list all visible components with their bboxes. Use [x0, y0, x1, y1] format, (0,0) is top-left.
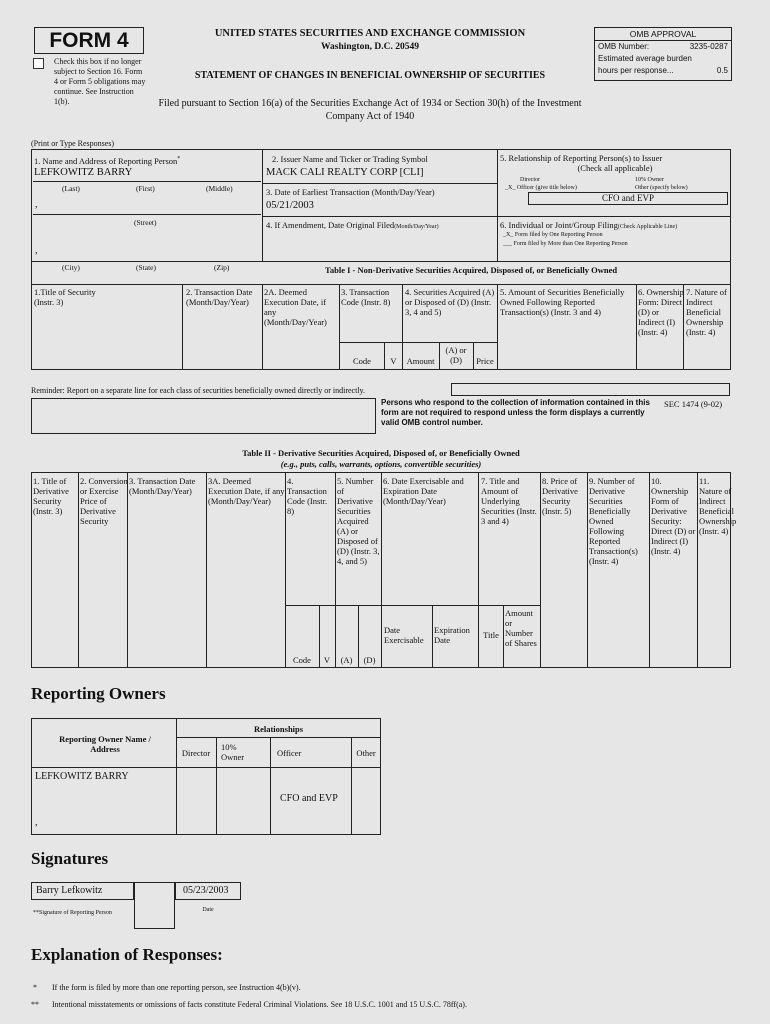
persons-respond-notice: Persons who respond to the collection of information contained in this form are not required to respond unless the form displays a currently valid OMB control number.	[381, 398, 650, 427]
state-label: (State)	[136, 263, 156, 272]
box1-label: 1. Name and Address of Reporting Person*	[34, 155, 181, 166]
omb-burden-label: Estimated average burden	[598, 54, 692, 63]
t2-sub-d: (D)	[363, 655, 376, 665]
omb-hours-label: hours per response...	[598, 66, 674, 75]
ro-officer-value: CFO and EVP	[280, 793, 338, 804]
t2-col-nature: 11. Nature of Indirect Beneficial Ownership (Instr. 4)	[699, 476, 737, 536]
signature-name: Barry Lefkowitz	[36, 885, 103, 896]
t2-col-transaction-date: 3. Transaction Date (Month/Day/Year)	[129, 476, 196, 496]
print-type-note: (Print or Type Responses)	[31, 139, 115, 148]
last-label: (Last)	[62, 184, 80, 193]
box5-label: 5. Relationship of Reporting Person(s) to Issuer	[500, 153, 663, 163]
agency-name: UNITED STATES SECURITIES AND EXCHANGE COMMISSION	[214, 28, 526, 39]
signatures-heading: Signatures	[31, 849, 109, 868]
t2-sub-v: V	[323, 655, 331, 665]
director-option[interactable]: Director	[520, 177, 540, 183]
ten-percent-owner-option[interactable]: 10% Owner	[635, 177, 664, 183]
t2-col-transaction-code: 4. Transaction Code (Instr. 8)	[287, 476, 328, 516]
t2-sub-a: (A)	[340, 655, 353, 665]
zip-label: (Zip)	[214, 263, 230, 272]
t1-sub-v: V	[390, 356, 397, 366]
note1-mark: *	[33, 983, 37, 992]
filing-option-more[interactable]: ___ Form filed by More than One Reporting Person	[503, 241, 628, 247]
signature-label: **Signature of Reporting Person	[33, 910, 112, 916]
t1-col-amount-owned: 5. Amount of Securities Beneficially Owned Following Reported Transaction(s) (Instr. 3 and 4)	[500, 287, 625, 317]
box6-label: 6. Individual or Joint/Group Filing(Check Applicable Line)	[500, 220, 678, 230]
street-label: (Street)	[134, 218, 157, 227]
middle-label: (Middle)	[206, 184, 233, 193]
statement-title: STATEMENT OF CHANGES IN BENEFICIAL OWNERSHIP OF SECURITIES	[194, 70, 546, 81]
t2-col-ownership-form: 10. Ownership Form of Derivative Security: Direct (D) or Indirect (I) (Instr. 4)	[651, 476, 696, 556]
check-box-text: Check this box if no longer subject to Section 16. Form 4 or Form 5 obligations may continue. See Instruction 1(b).	[54, 57, 146, 106]
form-title-box	[34, 27, 144, 54]
t1-sub-price: Price	[476, 356, 494, 366]
box2-label: 2. Issuer Name and Ticker or Trading Symbol	[272, 154, 428, 164]
t2-col-number-derivative: 5. Number of Derivative Securities Acquired (A) or Disposed of (D) (Instr. 3, 4, and 5)	[337, 476, 380, 566]
t2-col-date-exercisable: 6. Date Exercisable and Expiration Date (Month/Day/Year)	[383, 476, 464, 506]
t2-sub-date-exercisable: Date Exercisable	[384, 625, 424, 645]
reporting-owners-heading: Reporting Owners	[31, 684, 166, 703]
t2-col-underlying: 7. Title and Amount of Underlying Securities (Instr. 3 and 4)	[481, 476, 537, 526]
address-comma-1: ,	[35, 199, 38, 210]
ro-other-header: Other	[356, 748, 376, 758]
omb-title: OMB APPROVAL	[595, 28, 731, 41]
t2-col-price: 8. Price of Derivative Security (Instr. 5)	[542, 476, 578, 516]
ro-relationships-header: Relationships	[253, 724, 304, 734]
box5-sub: (Check all applicable)	[577, 163, 653, 173]
t1-col-securities-acquired: 4. Securities Acquired (A) or Disposed of (D) (Instr. 3, 4 and 5)	[405, 287, 495, 317]
omb-hours-value: 0.5	[716, 66, 728, 75]
t2-sub-amount: Amount or Number of Shares	[505, 608, 537, 648]
t2-sub-expiration: Expiration Date	[434, 625, 470, 645]
sec-code: SEC 1474 (9-02)	[664, 399, 723, 409]
persons-blank-box	[31, 398, 376, 434]
filing-option-one[interactable]: _X_ Form filed by One Reporting Person	[503, 232, 603, 238]
address-comma-2: ,	[35, 245, 38, 256]
ro-director-header: Director	[181, 748, 211, 758]
t1-col-transaction-date: 2. Transaction Date (Month/Day/Year)	[186, 287, 253, 307]
other-option[interactable]: Other (specify below)	[635, 185, 688, 191]
earliest-transaction-date: 05/21/2003	[266, 200, 314, 211]
ro-owner-name: LEFKOWITZ BARRY	[35, 771, 129, 782]
no-longer-subject-checkbox[interactable]	[33, 58, 44, 69]
t1-col-nature: 7. Nature of Indirect Beneficial Ownership (Instr. 4)	[686, 287, 727, 337]
signature-blank-box	[134, 882, 175, 929]
note2-mark: **	[31, 1000, 39, 1009]
first-label: (First)	[136, 184, 155, 193]
ro-ten-pct-header: 10% Owner	[221, 742, 245, 762]
omb-number-label: OMB Number:	[598, 42, 650, 51]
reminder-text: Reminder: Report on a separate line for each class of securities beneficially owned directly or indirectly.	[31, 386, 366, 395]
box4-label: 4. If Amendment, Date Original Filed(Month/Day/Year)	[266, 220, 439, 230]
t2-col-deemed-date: 3A. Deemed Execution Date, if any (Month/Day/Year)	[208, 476, 285, 506]
note2-text: Intentional misstatements or omissions of facts constitute Federal Criminal Violations. See 18 U.S.C. 1001 and 15 U.S.C. 78ff(a).	[52, 1000, 467, 1009]
date-label: Date	[202, 907, 214, 913]
officer-title: CFO and EVP	[528, 192, 728, 205]
table2-title: Table II - Derivative Securities Acquired, Disposed of, or Beneficially Owned	[242, 448, 520, 458]
note1-text: If the form is filed by more than one reporting person, see Instruction 4(b)(v).	[52, 983, 301, 992]
omb-approval-box	[594, 27, 732, 81]
form-title: FORM 4	[49, 29, 129, 52]
t2-col-number-owned: 9. Number of Derivative Securities Beneficially Owned Following Reported Transaction(s) (Instr. 4)	[589, 476, 638, 566]
t2-sub-title: Title	[483, 630, 499, 640]
reminder-blank-field	[451, 383, 730, 396]
t1-sub-amount: Amount	[406, 356, 435, 366]
ro-officer-header: Officer	[277, 748, 302, 758]
t1-col-deemed-date: 2A. Deemed Execution Date, if any (Month/Day/Year)	[264, 287, 327, 327]
table1-title: Table I - Non-Derivative Securities Acquired, Disposed of, or Beneficially Owned	[325, 265, 618, 275]
t2-col-title: 1. Title of Derivative Security (Instr. 3)	[33, 476, 69, 516]
omb-hours-row	[595, 65, 731, 77]
omb-number-value: 3235-0287	[689, 42, 728, 51]
explanation-heading: Explanation of Responses:	[31, 945, 223, 964]
filed-pursuant: Filed pursuant to Section 16(a) of the Securities Exchange Act of 1934 or Section 30(h) of the Investment Company Act of 1940	[158, 98, 582, 122]
officer-option[interactable]: _X_ Officer (give title below)	[505, 185, 577, 191]
t1-col-title: 1.Title of Security (Instr. 3)	[34, 287, 96, 307]
ro-owner-comma: ,	[35, 817, 38, 828]
t1-col-ownership-form: 6. Ownership Form: Direct (D) or Indirect (I) (Instr. 4)	[638, 287, 684, 337]
signature-date: 05/23/2003	[183, 885, 229, 896]
box3-label: 3. Date of Earliest Transaction (Month/Day/Year)	[266, 187, 435, 197]
t1-sub-aord: (A) or (D)	[445, 345, 467, 365]
t1-sub-code: Code	[353, 356, 371, 366]
ro-name-header: Reporting Owner Name / Address	[59, 734, 151, 754]
city-label: (City)	[62, 263, 80, 272]
table2-subtitle: (e.g., puts, calls, warrants, options, convertible securities)	[280, 459, 482, 469]
t2-col-conversion: 2. Conversion or Exercise Price of Derivative Security	[80, 476, 128, 526]
agency-location: Washington, D.C. 20549	[321, 42, 419, 52]
t1-col-transaction-code: 3. Transaction Code (Instr. 8)	[341, 287, 391, 307]
reporting-person-name: LEFKOWITZ BARRY	[34, 167, 133, 178]
t2-sub-code: Code	[293, 655, 311, 665]
omb-number-row	[595, 41, 731, 53]
issuer-name: MACK CALI REALTY CORP [CLI]	[266, 167, 424, 178]
